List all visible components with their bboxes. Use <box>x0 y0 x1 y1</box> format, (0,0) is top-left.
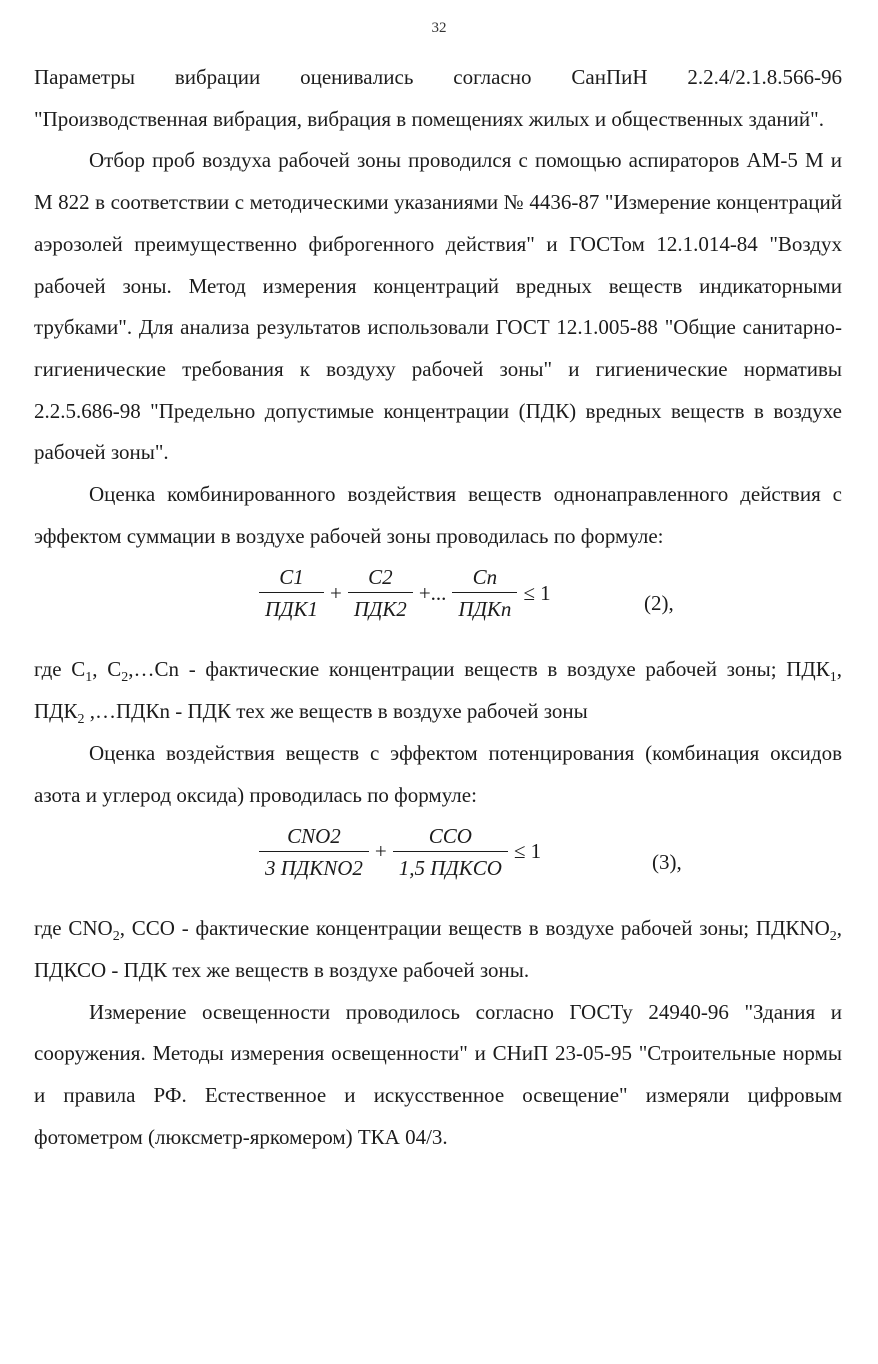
formula-2-plus-2: +... <box>418 580 447 605</box>
document-body <box>34 57 842 1158</box>
formula-2-number: (2), <box>644 591 674 616</box>
formula-3-plus-1: + <box>374 839 387 864</box>
formula-2-term-1: $\frac{C1}{\text{ПДК1}}$ <box>259 565 324 621</box>
formula-3-number: (3), <box>652 850 682 875</box>
formula-2 <box>34 557 842 649</box>
formula-3-relation: ≤ 1 <box>513 839 542 864</box>
paragraph-illumination: Измерение освещенности проводилось согласно ГОСТу 24940-96 "Здания и сооружения. Методы измерения освещенности" и СНиП 23-05-95 "Строительные нормы и правила РФ. Естественное и искусственное освещение" измеряли цифровым фотометром (люксметр-яркомером) ТКА 04/3. <box>34 999 842 1149</box>
formula-3-term-2: $\frac{\text{CCO}}{\text{1,5 ПДКCO}}$ <box>393 824 508 880</box>
paragraph-formula-2-legend: где $С_1$, $С_2,\dots Cn$ - фактические концентрации веществ в воздухе рабочей зоны; $ПДК_1$, $ПДК_2$ ,…ПДКn - ПДК тех же веществ в воздухе рабочей зоны <box>34 657 842 728</box>
paragraph-formula-3-legend: где $CNO_2$, ССО - фактические концентрации веществ в воздухе рабочей зоны; $ПДКNO_2$, ПДКСО - ПДК тех же веществ в воздухе рабочей зоны. <box>34 916 842 982</box>
formula-2-term-3: $\frac{Cn}{\text{ПДКn}}$ <box>452 565 517 621</box>
formula-3-term-1: $\frac{\text{CNO2}}{\text{3 ПДКNO2}}$ <box>259 824 369 880</box>
page-number: 32 <box>431 20 447 36</box>
formula-2-term-2: $\frac{C2}{\text{ПДК2}}$ <box>348 565 413 621</box>
paragraph-vibration: Параметры вибрации оценивались согласно СанПиН 2.2.4/2.1.8.566-96 "Производственная вибрация, вибрация в помещениях жилых и общественных зданий". <box>34 65 842 131</box>
formula-2-relation: ≤ 1 <box>523 580 551 605</box>
paragraph-combined-effect: Оценка комбинированного воздействия веществ однонаправленного действия с эффектом суммации в воздухе рабочей зоны проводилась по формуле: <box>34 482 842 548</box>
paragraph-potentiation: Оценка воздействия веществ с эффектом потенцирования (комбинация оксидов азота и углерод оксида) проводилась по формуле: <box>34 740 842 807</box>
paragraph-air-sampling: Отбор проб воздуха рабочей зоны проводился с помощью аспираторов АМ-5 М и М 822 в соответствии с методическими указаниями № 4436-87 "Измерение концентраций аэрозолей преимущественно фиброгенного действия" и ГОСТом 12.1.014-84 "Воздух рабочей зоны. Метод измерения концентраций вредных веществ индикаторными трубками". Для анализа результатов использовали ГОСТ 12.1.005-88 "Общие санитарно-гигиенические требования к воздуху рабочей зоны" и гигиенические нормативы 2.2.5.686-98 "Предельно допустимые концентрации (ПДК) вредных веществ в воздухе рабочей зоны". <box>34 148 842 465</box>
formula-3 <box>34 816 842 908</box>
formula-2-plus-1: + <box>329 580 342 605</box>
